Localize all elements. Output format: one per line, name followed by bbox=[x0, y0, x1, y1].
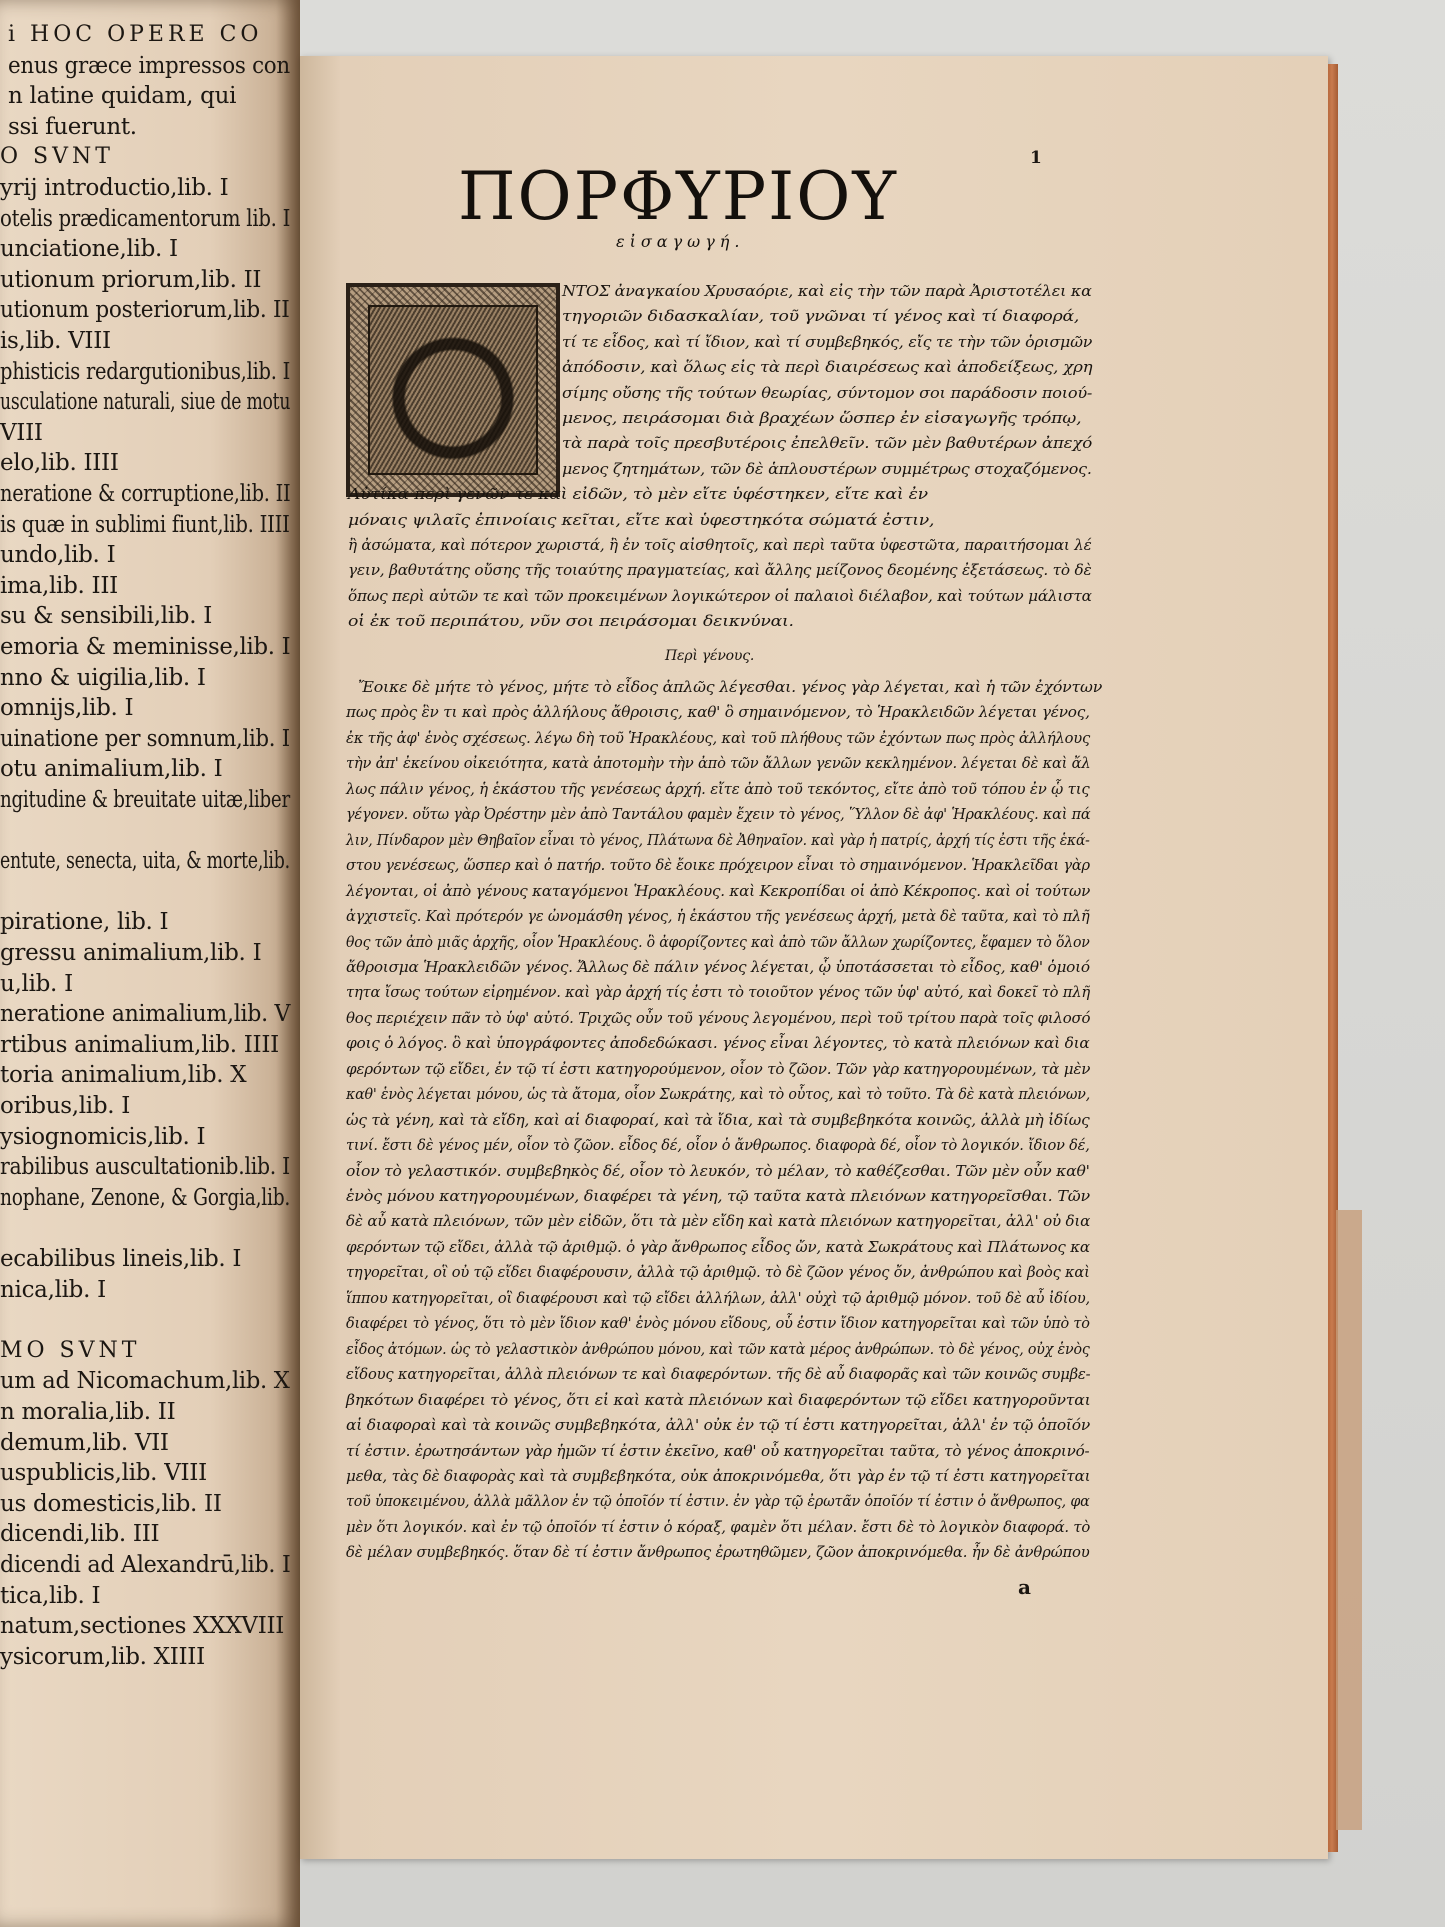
page-number: 1 bbox=[1030, 148, 1042, 168]
left-page-line: ssi fuerunt. bbox=[8, 113, 137, 140]
intro-line: τί τε εἶδος, καὶ τί ἴδιον, καὶ τί συμβεβηκός, εἴς τε τὴν τῶν ὁρισμῶν bbox=[562, 332, 1093, 351]
left-page-line: is,lib. VIII bbox=[0, 328, 111, 354]
left-page-line: entute, senecta, uita, & morte,lib. bbox=[0, 848, 290, 875]
left-page-line: nophane, Zenone, & Gorgia,lib. bbox=[0, 1184, 291, 1211]
left-page-line: utionum posteriorum,lib. II bbox=[0, 297, 290, 324]
page-subtitle: εἰσαγωγή. bbox=[616, 232, 745, 251]
body-line: τί ἐστιν. ἐρωτησάντων γὰρ ἡμῶν τί ἐστιν ἐκεῖνο, καθ' οὗ κατηγορεῖται ταῦτα, τὸ γένος ἀποκρινό- bbox=[346, 1441, 1090, 1460]
intro-line: οἱ ἐκ τοῦ περιπάτου, νῦν σοι πειράσομαι δεικνύναι. bbox=[348, 612, 794, 631]
left-page-line: ysiognomicis,lib. I bbox=[0, 1123, 206, 1150]
intro-line: τηγοριῶν διδασκαλίαν, τοῦ γνῶναι τί γένος καὶ τί διαφορά, bbox=[562, 307, 1080, 326]
intro-line: μενος, πειράσομαι διὰ βραχέων ὥσπερ ἐν εἰσαγωγῆς τρόπῳ, bbox=[562, 409, 1082, 427]
body-line: τινί. ἔστι δὲ γένος μέν, οἷον τὸ ζῶον. εἶδος δέ, οἷον ὁ ἄνθρωπος. διαφορὰ δέ, οἷον τὸ λογικόν. ἴδιον δέ, bbox=[346, 1136, 1090, 1155]
body-line: μὲν ὅτι λογικόν. καὶ ἐν τῷ ὁποῖόν τί ἐστιν ὁ κόραξ, φαμὲν ὅτι μέλαν. ἔστι δὲ τὸ λογικὸν διαφορά. τὸ bbox=[346, 1517, 1091, 1536]
body-line: αἱ διαφοραὶ καὶ τὰ κοινῶς συμβεβηκότα, ἀλλ' οὐκ ἐν τῷ τί ἐστι κατηγορεῖται, ἀλλ' ἐν τῷ ὁποῖόν bbox=[346, 1416, 1091, 1435]
left-page-line: yrij introductio,lib. I bbox=[0, 175, 229, 201]
left-page-line: is quæ in sublimi fiunt,lib. IIII bbox=[0, 511, 290, 538]
left-page-line: uinatione per somnum,lib. I bbox=[0, 725, 290, 752]
left-page-line: nica,lib. I bbox=[0, 1276, 106, 1303]
left-page-line: n latine quidam, qui bbox=[8, 83, 237, 110]
intro-line: Αὐτίκα περὶ γενῶν τε καὶ εἰδῶν, τὸ μὲν εἴτε ὑφέστηκεν, εἴτε καὶ ἐν bbox=[348, 485, 928, 504]
left-page-line: n moralia,lib. II bbox=[0, 1399, 176, 1425]
left-page-line: ima,lib. III bbox=[0, 572, 118, 599]
left-page-line: gressu animalium,lib. I bbox=[0, 940, 262, 966]
body-line: φερόντων τῷ εἴδει, ἀλλὰ τῷ ἀριθμῷ. ὁ γὰρ ἄνθρωπος εἶδος ὤν, κατὰ Σωκράτους καὶ Πλάτωνος κα bbox=[346, 1237, 1090, 1256]
left-page-line: toria animalium,lib. X bbox=[0, 1062, 247, 1089]
body-line: δὲ μέλαν συμβεβηκός. ὅταν δὲ τί ἐστιν ἄνθρωπος ἐρωτηθῶμεν, ζῶον ἀποκρινόμεθα. ἦν δὲ ἀνθρώπου bbox=[346, 1543, 1090, 1562]
body-line: καθ' ἑνὸς λέγεται μόνου, ὡς τὰ ἄτομα, οἷον Σωκράτης, καὶ τὸ οὗτος, καὶ τὸ τοῦτο. Τὰ δὲ κατὰ πλειόνων, bbox=[346, 1085, 1091, 1104]
left-page-line: dicendi ad Alexandrū,lib. I bbox=[0, 1552, 291, 1578]
body-line: λιν, Πίνδαρον μὲν Θηβαῖον εἶναι τὸ γένος, Πλάτωνα δὲ Ἀθηναῖον. καὶ γὰρ ἡ πατρίς, ἀρχή τίς ἐστι τῆς ἑκά- bbox=[346, 830, 1090, 849]
left-page-line: uspublicis,lib. VIII bbox=[0, 1460, 207, 1487]
left-page-line: rtibus animalium,lib. IIII bbox=[0, 1031, 279, 1058]
body-line: πως πρὸς ἓν τι καὶ πρὸς ἀλλήλους ἄθροισις, καθ' ὃ σημαινόμενον, τὸ Ἡρακλειδῶν λέγεται γένος, bbox=[346, 703, 1090, 722]
left-page-line: usculatione naturali, siue de motu bbox=[0, 389, 291, 416]
body-line: διαφέρει τὸ γένος, ὅτι τὸ μὲν ἴδιον καθ' ἑνὸς μόνου εἴδους, οὗ ἐστιν ἴδιον κατηγορεῖται καὶ τῶν ὑπὸ τὸ bbox=[346, 1314, 1090, 1333]
left-page-line: ecabilibus lineis,lib. I bbox=[0, 1246, 242, 1272]
intro-line: τὰ παρὰ τοῖς πρεσβυτέροις ἐπελθεῖν. τῶν μὲν βαθυτέρων ἀπεχό bbox=[562, 434, 1093, 453]
body-line: βηκότων διαφέρει τὸ γένος, ὅτι εἰ καὶ κατὰ πλειόνων καὶ διαφερόντων τῷ εἴδει κατηγοροῦνται bbox=[346, 1390, 1091, 1409]
left-page-line: elo,lib. IIII bbox=[0, 450, 119, 477]
section-heading: Περὶ γένους. bbox=[665, 648, 755, 664]
left-page-line: rabilibus auscultationib.lib. I bbox=[0, 1154, 290, 1181]
intro-line: μενος ζητημάτων, τῶν δὲ ἁπλουστέρων συμμέτρως στοχαζόμενος. bbox=[562, 459, 1092, 478]
left-page-line: neratione & corruptione,lib. II bbox=[0, 481, 291, 507]
left-page-line: ngitudine & breuitate uitæ,liber bbox=[0, 787, 290, 813]
intro-line: γειν, βαθυτάτης οὔσης τῆς τοιαύτης πραγματείας, καὶ ἄλλης μείζονος δεομένης ἐξετάσεως. τὸ δὲ bbox=[348, 561, 1092, 580]
left-page-line: otu animalium,lib. I bbox=[0, 756, 223, 783]
signature-mark: a bbox=[1018, 1575, 1031, 1599]
left-page-line: utionum priorum,lib. II bbox=[0, 266, 262, 293]
left-page-line: unciatione,lib. I bbox=[0, 236, 178, 263]
body-line: φοις ὁ λόγος. ὃ καὶ ὑπογράφοντες ἀποδεδώκασι. γένος εἶναι λέγοντες, τὸ κατὰ πλειόνων καὶ δια bbox=[346, 1034, 1090, 1053]
left-page-line: um ad Nicomachum,lib. X bbox=[0, 1368, 290, 1395]
body-line: εἶδος ἀτόμων. ὡς τὸ γελαστικὸν ἀνθρώπου μόνου, καὶ τῶν κατὰ μέρος ἀνθρώπων. τὸ δὲ γένος, οὐχ ἑνὸς bbox=[346, 1339, 1090, 1358]
intro-line: σίμης οὔσης τῆς τούτων θεωρίας, σύντομον σοι παράδοσιν ποιού- bbox=[562, 383, 1093, 402]
intro-line: ἀπόδοσιν, καὶ ὅλως εἰς τὰ περὶ διαιρέσεως καὶ ἀποδείξεως, χρη bbox=[562, 358, 1093, 377]
body-line: ἐκ τῆς ἀφ' ἑνὸς σχέσεως. λέγω δὴ τοῦ Ἡρακλέους, καὶ τοῦ πλήθους τῶν ἐχόντων πως πρὸς ἀλλήλους bbox=[346, 728, 1091, 747]
body-line: τοῦ ὑποκειμένου, ἀλλὰ μᾶλλον ἐν τῷ ὁποῖόν τί ἐστιν. ἐν γὰρ τῷ ἐρωτᾶν ὁποῖόν τί ἐστιν ὁ ἄνθρωπος, φα bbox=[346, 1492, 1090, 1511]
body-line: τὴν ἀπ' ἐκείνου οἰκειότητα, κατὰ ἀποτομὴν τὴν ἀπὸ τῶν ἄλλων γενῶν κεκλημένον. λέγεται δὲ καὶ ἄλ bbox=[346, 754, 1091, 773]
left-page-line: su & sensibili,lib. I bbox=[0, 603, 213, 630]
left-page-line: dicendi,lib. III bbox=[0, 1521, 160, 1548]
left-page-line: VIII bbox=[0, 419, 43, 446]
body-line: λέγονται, οἱ ἀπὸ γένους καταγόμενοι Ἡρακλέους. καὶ Κεκροπίδαι οἱ ἀπὸ Κέκροπος. καὶ οἱ τούτων bbox=[346, 881, 1091, 900]
left-page-line: nno & uigilia,lib. I bbox=[0, 664, 206, 691]
body-line: θος τῶν ἀπὸ μιᾶς ἀρχῆς, οἷον Ἡρακλέους. ὃ ἀφορίζοντες καὶ ἀπὸ τῶν ἄλλων χωρίζοντες, ἔφαμεν τὸ ὅλον bbox=[346, 932, 1090, 951]
body-line: ἀγχιστεῖς. Καὶ πρότερόν γε ὠνομάσθη γένος, ἡ ἑκάστου τῆς γενέσεως ἀρχή, μετὰ δὲ ταῦτα, καὶ τὸ πλῆ bbox=[346, 907, 1090, 926]
body-line: θος περιέχειν πᾶν τὸ ὑφ' αὐτό. Τριχῶς οὖν τοῦ γένους λεγομένου, περὶ τοῦ τρίτου παρὰ τοῖς φιλοσό bbox=[346, 1008, 1091, 1027]
body-line: λως πάλιν γένος, ἡ ἑκάστου τῆς γενέσεως ἀρχή. εἴτε ἀπὸ τοῦ τεκόντος, εἴτε ἀπὸ τοῦ τόπου ἐν ᾧ τις bbox=[346, 779, 1090, 798]
body-line: δὲ αὖ κατὰ πλειόνων, τῶν μὲν εἰδῶν, ὅτι τὰ μὲν εἴδη καὶ κατὰ πλειόνων κατηγορεῖται, ἀλλ' οὐ δια bbox=[346, 1212, 1091, 1231]
body-line: τητα ἴσως τούτων εἰρημένον. καὶ γὰρ ἀρχή τίς ἐστι τὸ τοιοῦτον γένος τῶν ὑφ' αὐτό, καὶ δοκεῖ τὸ πλῆ bbox=[346, 983, 1090, 1002]
body-line: στου γενέσεως, ὥσπερ καὶ ὁ πατήρ. τοῦτο δὲ ἔοικε πρόχειρον εἶναι τὸ σημαινόμενον. Ἡρακλεῖδαι γὰρ bbox=[346, 856, 1090, 875]
body-line: ἵππου κατηγορεῖται, οἳ διαφέρουσι καὶ τῷ εἴδει ἀλλήλων, ἀλλ' οὐχὶ τῷ ἀριθμῷ μόνον. τοῦ δὲ αὖ ἰδίου, bbox=[346, 1288, 1090, 1307]
intro-line: ΝΤΟΣ ἀναγκαίου Χρυσαόριε, καὶ εἰς τὴν τῶν παρὰ Ἀριστοτέλει κα bbox=[562, 282, 1092, 300]
left-page-line: oribus,lib. I bbox=[0, 1093, 131, 1119]
body-line: Ἔοικε δὲ μήτε τὸ γένος, μήτε τὸ εἶδος ἁπλῶς λέγεσθαι. γένος γὰρ λέγεται, καὶ ἡ τῶν ἐχόντων bbox=[358, 678, 1103, 696]
body-line: φερόντων τῷ εἴδει, ἐν τῷ τί ἐστι κατηγορούμενον, οἷον τὸ ζῶον. Τῶν γὰρ κατηγορουμένων, τὰ μὲν bbox=[346, 1059, 1091, 1078]
woodcut-scene-icon bbox=[368, 305, 538, 475]
page-title: ΠΟΡΦΥΡΙΟΥ bbox=[458, 158, 898, 235]
left-page-line: ysicorum,lib. XIIII bbox=[0, 1643, 205, 1670]
left-page-line: omnijs,lib. I bbox=[0, 695, 134, 722]
intro-line: μόναις ψιλαῖς ἐπινοίαις κεῖται, εἴτε καὶ ὑφεστηκότα σώματά ἐστιν, bbox=[348, 510, 935, 529]
page-edge-lower bbox=[1336, 1210, 1362, 1830]
left-page-line: enus græce impressos con bbox=[8, 52, 290, 79]
left-page-line: piratione, lib. I bbox=[0, 909, 169, 936]
left-page-line: undo,lib. I bbox=[0, 542, 116, 569]
left-page-line: phisticis redargutionibus,lib. I bbox=[0, 358, 291, 385]
body-line: τηγορεῖται, οἳ οὐ τῷ εἴδει διαφέρουσιν, ἀλλὰ τῷ ἀριθμῷ. τὸ δὲ ζῶον γένος ὄν, ἀνθρώπου καὶ βοὸς καὶ bbox=[346, 1263, 1090, 1282]
woodcut-initial-image bbox=[346, 283, 560, 497]
left-page-line: demum,lib. VII bbox=[0, 1429, 169, 1456]
left-page-line: us domesticis,lib. II bbox=[0, 1490, 222, 1517]
left-page-line: MO SVNT bbox=[0, 1337, 141, 1363]
left-page-line: neratione animalium,lib. V bbox=[0, 1001, 291, 1028]
intro-line: ἢ ἀσώματα, καὶ πότερον χωριστά, ἢ ἐν τοῖς αἰσθητοῖς, καὶ περὶ ταῦτα ὑφεστῶτα, παραιτήσομαι λέ bbox=[348, 536, 1092, 554]
body-line: εἴδους κατηγορεῖται, ἀλλὰ πλειόνων τε καὶ διαφερόντων. τῆς δὲ αὖ διαφορᾶς καὶ τῶν κοινῶς συμβε- bbox=[346, 1365, 1091, 1384]
left-page-line: tica,lib. I bbox=[0, 1582, 101, 1609]
left-page-line: otelis prædicamentorum lib. I bbox=[0, 205, 291, 232]
left-page-line: i HOC OPERE CO bbox=[8, 22, 263, 47]
left-page-line: emoria & meminisse,lib. I bbox=[0, 634, 291, 660]
body-line: ἑνὸς μόνου κατηγορουμένων, διαφέρει τὰ γένη, τῷ ταῦτα κατὰ πλειόνων κατηγορεῖσθαι. Τῶν bbox=[346, 1187, 1090, 1205]
intro-line: ὅπως περὶ αὐτῶν τε καὶ τῶν προκειμένων λογικώτερον οἱ παλαιοὶ διέλαβον, καὶ τούτων μάλιστα bbox=[348, 586, 1092, 605]
body-line: οἷον τὸ γελαστικόν. συμβεβηκὸς δέ, οἷον τὸ λευκόν, τὸ μέλαν, τὸ καθέζεσθαι. Τῶν μὲν οὖν καθ' bbox=[346, 1161, 1090, 1180]
left-page bbox=[0, 0, 300, 1927]
body-line: μεθα, τὰς δὲ διαφορὰς καὶ τὰ συμβεβηκότα, οὐκ ἀποκρινόμεθα, ὅτι γὰρ ἐν τῷ τί ἐστι κατηγορεῖται bbox=[346, 1466, 1091, 1485]
left-page-line: O SVNT bbox=[0, 144, 114, 170]
body-line: ὡς τὰ γένη, καὶ τὰ εἴδη, καὶ αἱ διαφοραί, καὶ τὰ ἴδια, καὶ τὰ συμβεβηκότα κοινῶς, ἀλλὰ μὴ ἰδίως bbox=[346, 1110, 1090, 1129]
body-line: γέγονεν. οὕτω γὰρ Ὀρέστην μὲν ἀπὸ Ταντάλου φαμὲν ἔχειν τὸ γένος, Ὕλλον δὲ ἀφ' Ἡρακλέους. καὶ πά bbox=[346, 805, 1091, 824]
body-line: ἄθροισμα Ἡρακλειδῶν γένος. Ἄλλως δὲ πάλιν γένος λέγεται, ᾧ ὑποτάσσεται τὸ εἶδος, καθ' ὁμοιό bbox=[346, 957, 1090, 976]
left-page-line: natum,sectiones XXXVIII bbox=[0, 1613, 285, 1640]
left-page-line: u,lib. I bbox=[0, 970, 73, 997]
